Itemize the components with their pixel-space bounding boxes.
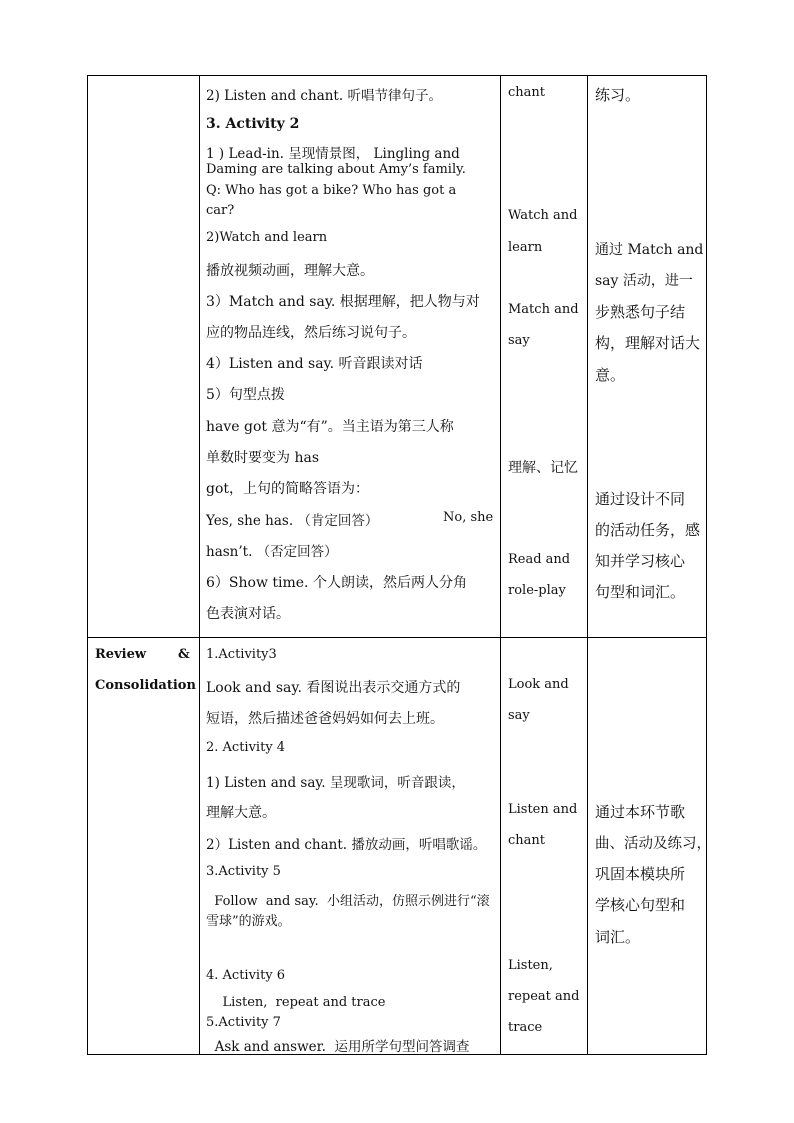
stage-label: & xyxy=(178,647,190,662)
step-text: 短语，然后描述爸爸妈妈如何去上班。 xyxy=(206,711,444,727)
table-column-divider xyxy=(500,75,501,1055)
grammar-example: Yes, she has. （肯定回答） xyxy=(206,513,379,529)
table-column-divider xyxy=(587,75,588,1055)
purpose-text: 通过设计不同 xyxy=(595,490,686,508)
method-text: say xyxy=(508,333,530,348)
question-text: car? xyxy=(206,203,235,218)
step-text: 雪球”的游戏。 xyxy=(206,914,291,929)
grammar-example: hasn’t. （否定回答） xyxy=(206,544,338,560)
purpose-text: 通过本环节歌 xyxy=(595,803,686,821)
method-text: chant xyxy=(508,85,546,100)
step-text: Daming are talking about Amy’s family. xyxy=(206,162,466,177)
method-text: Watch and xyxy=(508,208,578,223)
method-text: 理解、记忆 xyxy=(508,460,578,476)
step-text: 5）句型点拨 xyxy=(206,387,285,403)
step-text: 1 ) Lead-in. 呈现情景图， Lingling and xyxy=(206,146,460,162)
activity-heading: 4. Activity 6 xyxy=(206,968,286,983)
purpose-text: 学核心句型和 xyxy=(595,896,686,914)
table-border-left xyxy=(87,75,88,1055)
table-border-top xyxy=(87,75,707,76)
method-text: Listen, xyxy=(508,958,553,973)
step-text: 1) Listen and say. 呈现歌词，听音跟读， xyxy=(206,775,465,791)
step-text: 理解大意。 xyxy=(206,805,276,821)
step-text: 4）Listen and say. 听音跟读对话 xyxy=(206,356,423,372)
activity-heading: 5.Activity 7 xyxy=(206,1015,281,1030)
purpose-text: 通过 Match and xyxy=(595,242,704,258)
purpose-text: 曲、活动及练习， xyxy=(595,836,711,852)
step-text: 应的物品连线，然后练习说句子。 xyxy=(206,325,416,341)
purpose-text: 巩固本模块所 xyxy=(595,865,686,883)
purpose-text: 词汇。 xyxy=(595,928,641,946)
step-text: Ask and answer. 运用所学句型问答调查 xyxy=(206,1039,470,1055)
purpose-text: 意。 xyxy=(595,366,626,384)
step-text: Listen, repeat and trace xyxy=(206,995,386,1010)
question-text: Q: Who has got a bike? Who has got a xyxy=(206,183,457,198)
method-text: say xyxy=(508,708,530,723)
activity-heading: 3. Activity 2 xyxy=(206,116,300,132)
method-text: Read and xyxy=(508,552,571,567)
grammar-note: 单数时要变为 has xyxy=(206,450,319,466)
table-row-divider xyxy=(87,637,707,638)
purpose-text: 练习。 xyxy=(595,86,641,104)
purpose-text: say 活动，进一 xyxy=(595,273,693,289)
purpose-text: 句型和词汇。 xyxy=(595,583,686,601)
grammar-note: got，上句的简略答语为： xyxy=(206,481,370,497)
method-text: Look and xyxy=(508,677,569,692)
step-text: 色表演对话。 xyxy=(206,606,290,622)
stage-label: Review xyxy=(95,647,147,662)
table-border-right xyxy=(706,75,707,1055)
method-text: Listen and xyxy=(508,802,578,817)
stage-label: Consolidation xyxy=(95,678,196,693)
activity-heading: 2. Activity 4 xyxy=(206,740,286,755)
step-text: 播放视频动画，理解大意。 xyxy=(206,263,374,279)
grammar-example: No, she xyxy=(443,510,494,525)
grammar-note: have got 意为“有”。当主语为第三人称 xyxy=(206,419,454,435)
method-text: repeat and xyxy=(508,989,580,1004)
method-text: Match and xyxy=(508,302,579,317)
step-text: Look and say. 看图说出表示交通方式的 xyxy=(206,680,461,696)
method-text: role-play xyxy=(508,583,566,598)
step-text: 2)Watch and learn xyxy=(206,230,328,245)
method-text: learn xyxy=(508,240,543,255)
purpose-text: 的活动任务，感 xyxy=(595,521,701,539)
step-text: 2）Listen and chant. 播放动画，听唱歌谣。 xyxy=(206,837,487,853)
step-text: 3）Match and say. 根据理解，把人物与对 xyxy=(206,294,480,310)
purpose-text: 知并学习核心 xyxy=(595,552,686,570)
step-text: Follow and say. 小组活动，仿照示例进行“滚 xyxy=(206,894,490,909)
method-text: chant xyxy=(508,833,546,848)
purpose-text: 构，理解对话大 xyxy=(595,334,701,352)
step-text: 6）Show time. 个人朗读，然后两人分角 xyxy=(206,575,467,591)
step-text: 2) Listen and chant. 听唱节律句子。 xyxy=(206,88,442,104)
activity-heading: 1.Activity3 xyxy=(206,647,277,662)
method-text: trace xyxy=(508,1020,543,1035)
table-column-divider xyxy=(199,75,200,1055)
activity-heading: 3.Activity 5 xyxy=(206,864,281,879)
purpose-text: 步熟悉句子结 xyxy=(595,303,686,321)
